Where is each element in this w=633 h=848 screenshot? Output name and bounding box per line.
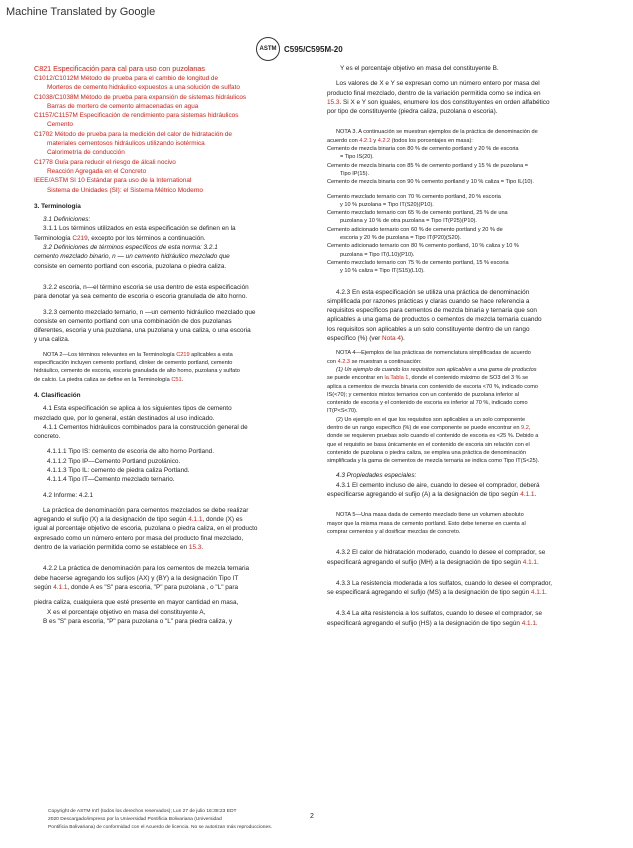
link-15-3-right[interactable]: 15.3 — [327, 98, 340, 106]
para-4-1-1: 4.1.1 Cementos hidráulicos combinados para la construcción general de — [43, 423, 248, 431]
link-4-1-1[interactable]: 4.1.1 — [188, 516, 203, 524]
para-3-2-1: cemento mezclado binario, n — un cemento hidráulico mezclado que — [34, 253, 230, 261]
para-xy-values-b: producto final mezclado, dentro de la variación permitida como se indica en — [327, 89, 541, 97]
para-4-3-4: 4.3.4 La alta resistencia a los sulfatos, cuando lo desee el comprador, se — [336, 610, 543, 618]
example-line-cont: Tipo IP(15). — [340, 170, 370, 177]
example-line: Cemento mezclado ternario con 65 % de cemento portland, 25 % de una — [327, 210, 508, 217]
reference-entry: C1157/C1157M Especificación de rendimiento para sistemas hidráulicos — [34, 112, 239, 120]
para-4-2-2-b: debe hacerse agregando los sufijos (AX) y (BY) a la designación Tipo IT — [34, 574, 239, 582]
para-3-1-1-cont: Terminología C219, excepto por los términos a continuación. — [34, 234, 206, 242]
left-column — [34, 64, 306, 626]
para-3-1: 3.1 Definiciones: — [43, 216, 91, 224]
link-15-3[interactable]: 15.3 — [188, 544, 202, 552]
link-4-1-1-c[interactable]: 4.1.1 — [520, 491, 535, 499]
link-note-4[interactable]: Nota 4 — [382, 335, 401, 343]
referenced-documents-list — [34, 64, 306, 195]
reference-entry-cont: Calorimetría de conducción — [47, 149, 125, 157]
example-line: Cemento adicionado ternario con 80 % cemento portland, 10 % caliza y 10 % — [327, 243, 519, 250]
para-3-2-2-cont: para denotar ya sea cemento de escoria o escoria granulada de alto horno. — [34, 293, 248, 301]
document-designation: C595/C595M-20 — [284, 44, 343, 54]
link-4-1-1-f[interactable]: 4.1.1 — [521, 619, 536, 627]
example-line: Cemento mezclado ternario con 70 % cemento portland, 20 % escoria — [327, 193, 501, 200]
para-3-2-3-b: consiste en cemento portland con una combinación de dos puzolanas — [34, 317, 232, 325]
reference-entry: C1038/C1038M Método de prueba para expansión de sistemas hidráulicos — [34, 93, 247, 101]
para-4-2: 4.2 Informe: 4.2.1 — [43, 491, 94, 499]
reference-entry-cont: Barras de mortero de cemento almacenadas en agua — [47, 102, 199, 110]
para-4-2-3-c: requisitos específicos para cementos de mezcla binaria y ternaria que son — [327, 307, 537, 315]
para-4-2-1: La práctica de denominación para cementos mezclados se debe realizar — [43, 506, 249, 514]
machine-translation-banner: Machine Translated by Google — [6, 6, 156, 18]
para-xy-values-c: 15.3. Si X e Y son iguales, enumere los dos constituyentes en orden alfabético — [327, 98, 550, 106]
para-4-2-3-e: los requisitos son aplicables a un solo constituyente dentro de un rango — [327, 325, 530, 333]
para-3-2-1-cont: consiste en cemento portland con escoria, puzolana o piedra caliza. — [34, 262, 227, 270]
reference-entry-cont: Morteros de cemento hidráulico expuestos a una solución de sulfato — [47, 84, 240, 92]
para-3-2-3-d: y una caliza. — [34, 336, 70, 344]
example-line-cont: puzolana = Tipo IT(L10)(P10). — [340, 251, 415, 258]
type-it: 4.1.1.4 Tipo IT—Cemento mezclado ternario. — [47, 476, 175, 484]
binary-examples — [327, 145, 599, 186]
reference-entry: C821 Especificación para cal para uso con puzolanas — [34, 64, 206, 73]
reference-code-link[interactable]: C1778 — [34, 158, 53, 166]
para-4-3-1-b: especificarse agregando el sufijo (A) a la designación de tipo según 4.1.1. — [327, 491, 537, 499]
reference-entry-cont: Reacción Agregada en el Concreto — [47, 167, 147, 175]
note-4: NOTA 4—Ejemplos de las prácticas de nomenclatura simplificadas de acuerdo con 4.2.3 se muestran a continuación: (1) Un ejemplo de cuando los requisitos son aplicables a una gama de productos se puede encontrar en la Tabla 1, donde el contenido máximo de SO3 del 3 % se aplica a cementos de mezcla binaria con contenido de escoria <70 %, indicado como IS(<70); y cementos mixtos ternarios con un contenido de puzolana inferior al contenido de escoria y el contenido de escoria es inferior al 70 %, indicado como IT(P<S<70). (2) Un ejemplo en el que los requisitos son aplicables a un solo componente dentro de un rango específico (%) de ese componente se puede encontrar en 9.2, donde se requieren pruebas solo cuando el contenido de escoria es <25 %. Debido a que el requisito se basa únicamente en el contenido de escoria sin relación con el contenido de puzolana o piedra caliza, se emplea una práctica de denominación simplificada y la gama de cementos de mezcla ternaria se indica como Tipo IT(S<25). — [327, 350, 540, 465]
astm-logo: ASTM — [256, 37, 280, 61]
page-number: 2 — [310, 813, 314, 820]
link-4-1-1-b[interactable]: 4.1.1 — [53, 583, 68, 591]
para-4-2-1-b: agregando el sufijo (X) a la designación de tipo según 4.1.1, donde (X) es — [34, 516, 243, 524]
link-c51[interactable]: C51 — [171, 376, 182, 383]
para-4-2-1-e: expresado como un número entero por masa del producto final mezclado, — [34, 534, 244, 542]
para-4-3-3: 4.3.3 La resistencia moderada a los sulfatos, cuando lo desee el comprador, — [336, 579, 552, 587]
link-c219[interactable]: C219 — [72, 234, 88, 242]
note-2: NOTA 2—Los términos relevantes en la Terminología C219 aplicables a esta especificación incluyen cemento portland, clinker de cemento portland, cemento hidráulico, cemento de escoria, escoria granulada de alto horno, puzolana y sulfato de calcio. La piedra caliza se define en la Terminología C51. — [34, 351, 240, 383]
para-3-2-3-c: diferentes, escoria y una puzolana, una puzolana y una caliza, o una escoria — [34, 327, 251, 335]
para-4-3-1: 4.3.1 El cemento incluso de aire, cuando lo desee el comprador, deberá — [336, 481, 540, 489]
example-line: Cemento de mezcla binaria con 90 % cemento portland y 10 % caliza = Tipo IL(10). — [327, 179, 534, 186]
para-4-1-cont: mezclado que, por lo general, están destinados al uso indicado. — [34, 414, 215, 422]
type-ip: 4.1.1.2 Tipo IP—Cemento Portland puzolánico. — [47, 457, 181, 465]
para-3-2-2: 3.2.2 escoria, n—el término escoria se usa dentro de esta especificación — [43, 283, 249, 291]
reference-code-link[interactable]: C1012/C1012M — [34, 75, 79, 82]
type-il: 4.1.1.3 Tipo IL: cemento de piedra caliza Portland. — [47, 466, 190, 474]
para-xy-values-d: por tipo de constituyente (piedra caliza, puzolana o escoria). — [327, 108, 498, 116]
example-line: Cemento de mezcla binaria con 80 % de cemento portland y 20 % de escoria — [327, 146, 519, 153]
para-4-2-2-f: X es el porcentaje objetivo en masa del constituyente A, — [47, 608, 206, 616]
para-4-1-1-cont: concreto. — [34, 433, 61, 441]
reference-entry: C1778 Guía para reducir el riesgo de álcali nocivo — [34, 158, 176, 166]
para-4-3-2: 4.3.2 El calor de hidratación moderado, cuando lo desee el comprador, se — [336, 549, 546, 557]
section-4-heading: 4. Clasificación — [34, 391, 81, 399]
para-4-3: 4.3 Propiedades especiales: — [336, 472, 417, 480]
reference-entry-cont: Cemento — [47, 121, 73, 129]
example-line: Cemento adicionado ternario con 60 % de cemento portland y 20 % de — [327, 226, 503, 233]
reference-code-link[interactable]: C1038/C1038M — [34, 93, 79, 101]
para-4-1: 4.1 Esta especificación se aplica a los siguientes tipos de cemento — [43, 405, 232, 413]
page-header — [256, 37, 343, 61]
reference-entry-cont: materiales cementosos hidráulicos utilizando isotérmica — [47, 140, 205, 148]
copyright-footer: Copyright de ASTM Int'l (todos los derechos reservados); Lun 27 de julio 16:38:23 EDT 2020 Descargado/impreso por la Universidad Pontificia Bolivariana (Universidad Pontificia Bolivariana) de conformidad con el Acuerdo de licencia. No se autorizan más reproducciones. — [48, 809, 273, 830]
reference-code-link[interactable]: C821 — [34, 64, 52, 73]
note-3: NOTA 3. A continuación se muestran ejemplos de la práctica de denominación de acuerdo con 4.2.1 y 4.2.2 (todos los porcentajes en masa): Cemento de mezcla binaria con 80 % de cemento portland y 20 % de escoria = Tipo IS(20). Cemento de mezcla binaria con 85 % de cemento portland y 15 % de puzolana = Tipo IP(15). Cemento de mezcla binaria con 90 % cemento portland y 10 % caliza = Tipo IL(10). Cemento mezclado ternario con 70 % cemento portland, 20 % escoria y 10 % puzolana = Tipo IT(S20)(P10). Cemento mezclado ternario con 65 % de cemento portland, 25 % de una puzolana y 10 % de otra puzolana = Tipo IT(P25)(P10). Cemento adicionado ternario con 60 % de cemento portland y 20 % de escoria y 20 % de puzolana = Tipo IT(P20)(S20). Cemento adicionado ternario con 80 % cemento portland, 10 % caliza y 10 % puzolana = Tipo IT(L10)(P10). Cemento mezclado ternario con 75 % de cemento portland, 15 % escoria y 10 % caliza = Tipo IT(S15)(L10). — [327, 128, 599, 275]
para-4-2-2-c: según 4.1.1, donde A es "S" para escoria, "P" para puzolana , o "L" para — [34, 583, 239, 591]
para-4-2-3-d: aplicables a una gama de productos o cementos de mezcla ternaria cuando — [327, 316, 542, 324]
para-4-2-1-d: igual al porcentaje objetivo de escoria, puzolana o piedra caliza, en el producto — [34, 525, 258, 533]
para-4-2-2-e: piedra caliza, cualquiera que esté presente en mayor cantidad en masa, — [34, 599, 239, 607]
example-line-cont: puzolana y 10 % de otra puzolana = Tipo IT(P25)(P10). — [340, 218, 477, 225]
section-3-heading: 3. Terminología — [34, 202, 81, 210]
ternary-examples — [327, 193, 599, 276]
para-3-2-3: 3.2.3 cemento mezclado ternario, n —un cemento hidráulico mezclado que — [43, 308, 256, 316]
right-column — [327, 64, 599, 628]
para-4-2-3-f: específico (%) (ver Nota 4). — [327, 335, 405, 343]
link-4-2-2[interactable]: 4.2.2 — [377, 137, 391, 144]
para-4-3-3-b: se especificará agregando el sufijo (MS) a la designación de tipo según 4.1.1. — [327, 589, 547, 597]
para-4-2-2-g: B es "S" para escoria, "P" para puzolana o "L" para piedra caliza, y — [43, 617, 233, 625]
para-4-3-2-b: especificará agregando el sufijo (MH) a la designación de tipo según 4.1.1. — [327, 558, 539, 566]
para-4-2-3-b: simplificada por razones prácticas y claras cuando se hace referencia a — [327, 297, 530, 305]
type-is: 4.1.1.1 Tipo IS: cemento de escoria de alto horno Portland. — [47, 448, 214, 456]
reference-entry-cont: Sistema de Unidades (SI): el Sistema Métrico Moderno — [47, 186, 203, 194]
para-4-3-4-b: especificará agregando el sufijo (HS) a la designación de tipo según 4.1.1. — [327, 619, 538, 627]
link-4-2-1[interactable]: 4.2.1 — [359, 137, 372, 144]
example-line: Cemento mezclado ternario con 75 % de cemento portland, 15 % escoria — [327, 259, 509, 266]
reference-entry: IEEE/ASTM SI 10 Estándar para uso de la International — [34, 177, 192, 185]
reference-code-link[interactable]: C1702 — [34, 130, 53, 138]
para-3-1-1: 3.1.1 Los términos utilizados en esta especificación se definen en la — [43, 225, 236, 233]
para-4-2-1-f: dentro de la variación permitida como se establece en 15.3. — [34, 544, 204, 552]
note-5: NOTA 5—Una masa dada de cemento mezclado tiene un volumen absoluto mayor que la misma masa de cemento portland. Esto debe tenerse en cuenta al comprar cementos y al dosificar mezclas de concreto. — [327, 512, 526, 535]
link-9-2[interactable]: 9.2 — [521, 424, 529, 431]
para-4-2-3: 4.2.3 En esta especificación se utiliza una práctica de denominación — [336, 288, 530, 296]
example-line-cont: = Tipo IS(20). — [340, 154, 374, 161]
para-y-def: Y es el porcentaje objetivo en masa del constituyente B. — [340, 65, 499, 72]
link-4-1-1-d[interactable]: 4.1.1 — [522, 558, 537, 566]
example-line-cont: escoria y 20 % de puzolana = Tipo IT(P20)(S20). — [340, 235, 462, 242]
example-line-cont: y 10 % caliza = Tipo IT(S15)(L10). — [340, 268, 425, 275]
link-4-2-3[interactable]: 4.2.3 — [337, 358, 351, 365]
para-4-2-2: 4.2.2 La práctica de denominación para los cementos de mezcla ternaria — [43, 565, 250, 573]
reference-code-link[interactable]: IEEE/ASTM SI 10 — [34, 177, 85, 185]
link-c219-note[interactable]: C219 — [176, 351, 190, 358]
reference-entry: C1702 Método de prueba para la medición del calor de hidratación de — [34, 130, 232, 138]
para-3-2: 3.2 Definiciones de términos específicos de esta norma: 3.2.1 — [43, 244, 218, 252]
reference-code-link[interactable]: C1157/C1157M — [34, 112, 78, 120]
example-line-cont: y 10 % puzolana = Tipo IT(S20)(P10). — [340, 201, 434, 208]
reference-entry: C1012/C1012M Método de prueba para el cambio de longitud de — [34, 75, 219, 82]
example-line: Cemento de mezcla binaria con 85 % de cemento portland y 15 % de puzolana = — [327, 162, 529, 169]
link-4-1-1-e[interactable]: 4.1.1 — [530, 589, 546, 597]
para-xy-values: Los valores de X e Y se expresan como un número entero por masa del — [336, 80, 540, 88]
link-table-1[interactable]: la Tabla 1 — [384, 375, 409, 382]
